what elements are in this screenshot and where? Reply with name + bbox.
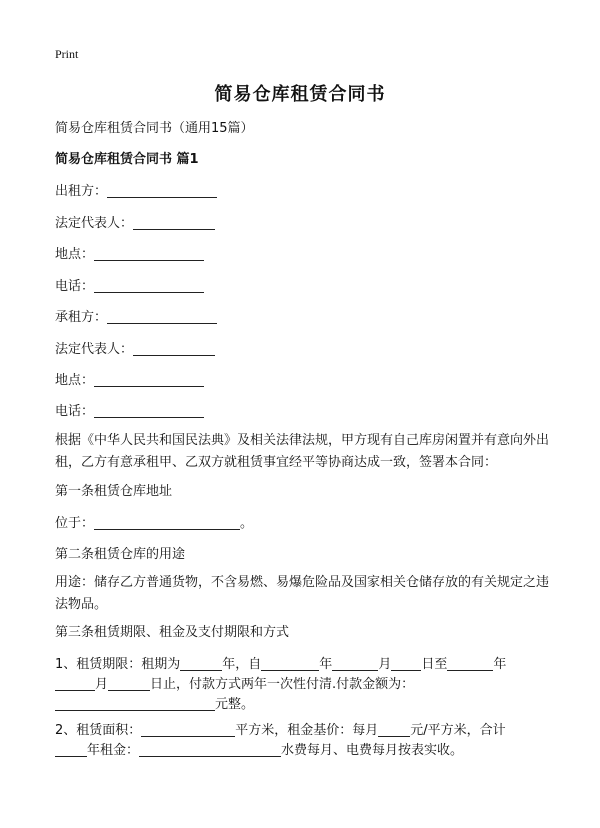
clause-text: 年，自	[222, 657, 262, 672]
clause-text: 年	[319, 657, 333, 672]
blank-line	[94, 278, 204, 293]
document-title: 简易仓库租赁合同书	[214, 84, 386, 105]
field-label: 位于：	[55, 516, 95, 531]
clause-text: 2、租赁面积：	[55, 723, 142, 738]
blank-line	[141, 722, 235, 737]
clause-text: 月	[95, 677, 109, 692]
blank-line	[133, 215, 215, 230]
address-field	[55, 245, 204, 265]
clause-text: 1、租赁期限：租期为	[55, 657, 181, 672]
blank-line	[107, 309, 217, 324]
article-2-title: 第二条租赁仓库的用途	[55, 547, 186, 562]
blank-line	[107, 183, 217, 198]
blank-line	[94, 372, 204, 387]
article-3-title: 第三条租赁期限、租金及支付期限和方式	[55, 625, 290, 640]
blank-line	[447, 656, 493, 671]
blank-line	[94, 515, 240, 530]
legal-rep-field	[55, 340, 215, 360]
field-label: 电话：	[55, 404, 95, 419]
field-label: 出租方：	[55, 184, 108, 199]
clause-text: 平方米，租金基价：每月	[235, 723, 379, 738]
blank-line	[139, 742, 281, 757]
field-label: 法定代表人：	[55, 216, 134, 231]
clause-1-line-3	[55, 695, 254, 715]
clause-text: 年租金：	[87, 743, 140, 758]
blank-line	[55, 742, 87, 757]
blank-line	[133, 341, 215, 356]
address-field	[55, 371, 204, 391]
legal-rep-field	[55, 214, 215, 234]
field-label: 地点：	[55, 247, 95, 262]
clause-text: 元整。	[215, 697, 255, 712]
field-label: 电话：	[55, 279, 95, 294]
clause-text: 日止，付款方式两年一次性付清.付款金额为：	[150, 677, 415, 692]
clause-text: 月	[378, 657, 392, 672]
clause-1-line-2	[55, 675, 414, 695]
clause-2-line-2	[55, 741, 463, 761]
field-label: 法定代表人：	[55, 342, 134, 357]
clause-1-line-1	[55, 655, 506, 675]
phone-field	[55, 402, 204, 422]
clause-text: 日至	[421, 657, 448, 672]
article-2-text: 用途：储存乙方普通货物，不含易燃、易爆危险品及国家相关仓储存放的有关规定之违法物品。	[55, 575, 550, 612]
blank-line	[332, 656, 378, 671]
article-1-title: 第一条租赁仓库地址	[55, 484, 173, 499]
blank-line	[391, 656, 421, 671]
blank-line	[261, 656, 319, 671]
blank-line	[94, 246, 204, 261]
blank-line	[55, 696, 215, 711]
blank-line	[94, 403, 204, 418]
clause-text: 年	[493, 657, 507, 672]
clause-text: 水费每月、电费每月按表实收。	[281, 743, 464, 758]
field-label: 承租方：	[55, 310, 108, 325]
section-title: 简易仓库租赁合同书 篇1	[55, 152, 199, 167]
clause-text: 元/平方米，合计	[410, 723, 506, 738]
blank-line	[108, 676, 150, 691]
blank-line	[180, 656, 222, 671]
period-mark: 。	[240, 516, 254, 531]
document-subtitle: 简易仓库租赁合同书（通用15篇）	[55, 121, 254, 136]
lessee-field	[55, 308, 217, 328]
blank-line	[55, 676, 95, 691]
lessor-field	[55, 182, 217, 202]
clause-2-line-1	[55, 721, 506, 741]
intro-paragraph: 根据《中华人民共和国民法典》及相关法律法规，甲方现有自己库房闲置并有意向外出租，乙方有意承租甲、乙双方就租赁事宜经平等协商达成一致，签署本合同：	[55, 433, 550, 470]
blank-line	[378, 722, 410, 737]
phone-field	[55, 277, 204, 297]
field-label: 地点：	[55, 373, 95, 388]
print-link[interactable]: Print	[55, 47, 79, 61]
located-field	[55, 514, 253, 534]
